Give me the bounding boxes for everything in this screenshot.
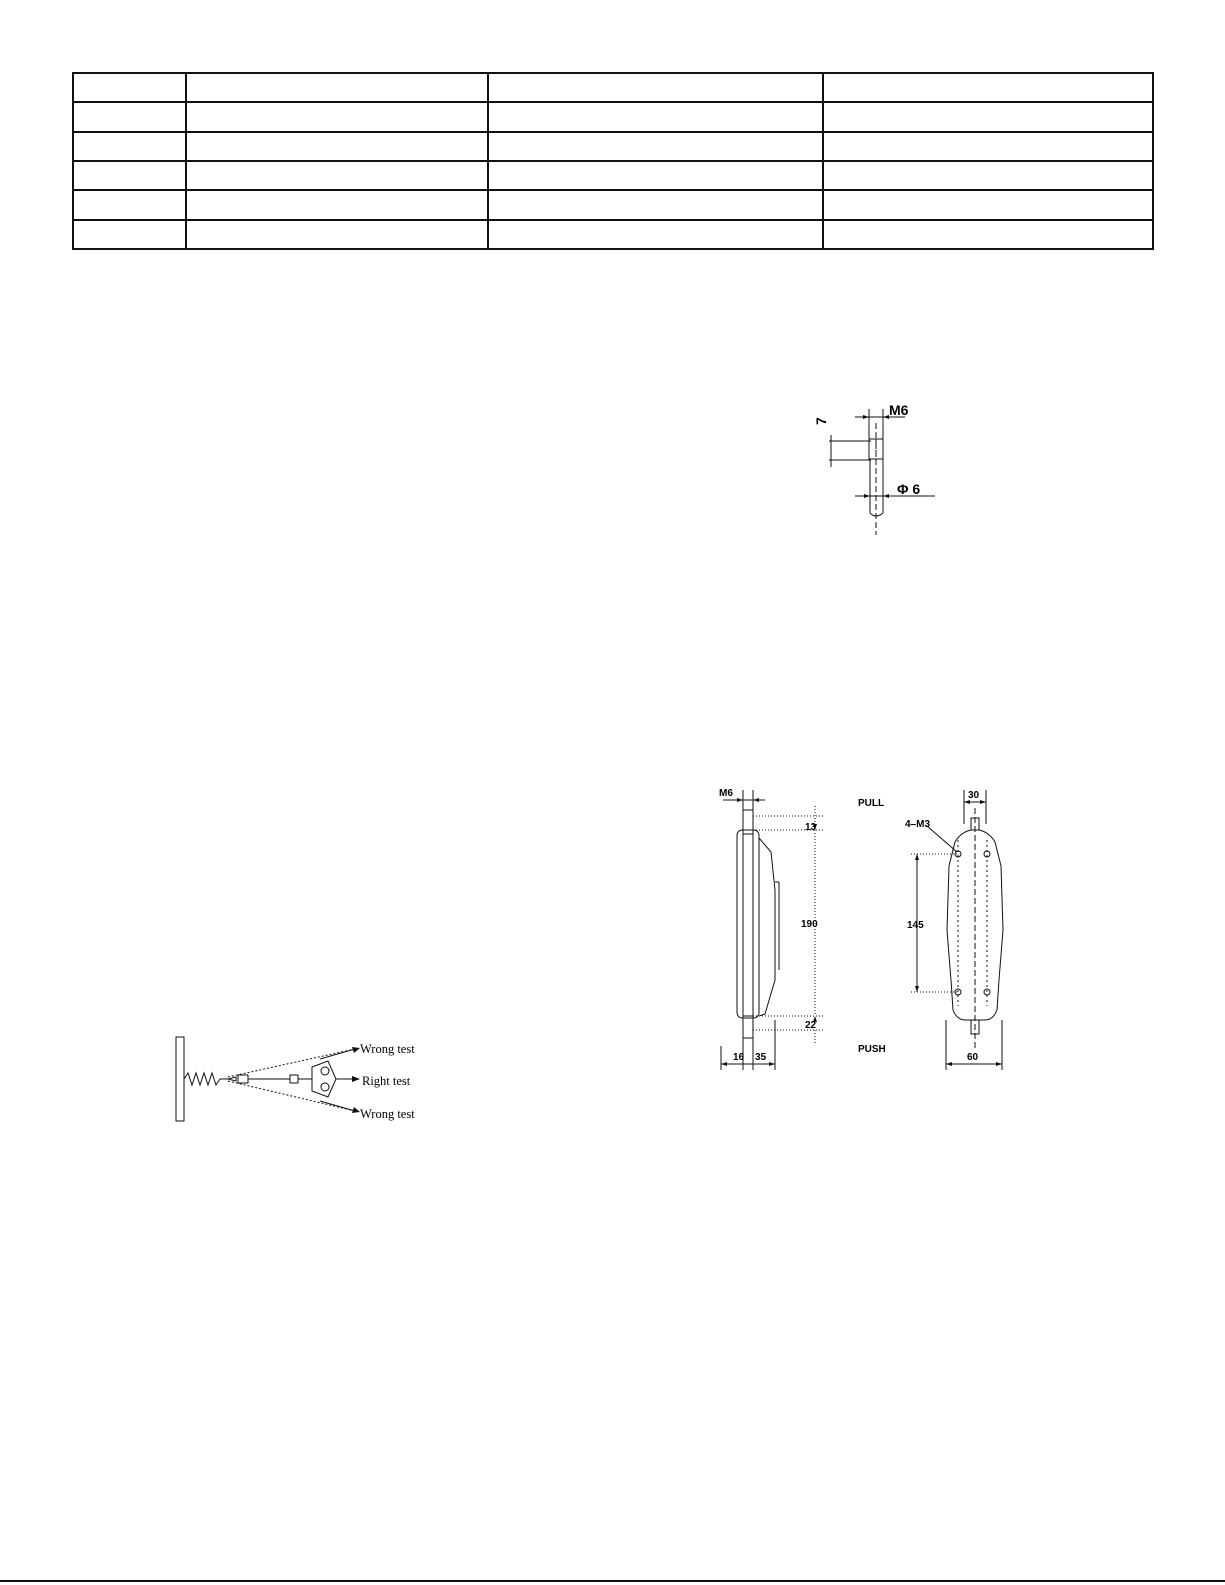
table-cell <box>73 102 186 131</box>
table-row <box>73 161 1153 190</box>
mount-holes-label: 4–M3 <box>905 819 931 830</box>
table-cell <box>823 190 1153 219</box>
table-cell <box>823 161 1153 190</box>
table-cell <box>186 132 488 161</box>
side-thread-label: M6 <box>719 788 733 799</box>
table-cell <box>488 132 823 161</box>
table-cell <box>488 220 823 249</box>
table-cell <box>823 73 1153 102</box>
table-cell <box>488 161 823 190</box>
table-cell <box>186 73 488 102</box>
table-cell <box>73 190 186 219</box>
wrong-test-bottom-label: Wrong test <box>360 1107 415 1121</box>
table-cell <box>186 220 488 249</box>
table-row <box>73 220 1153 249</box>
table-cell <box>186 102 488 131</box>
hole-spacing-label: 145 <box>907 920 924 931</box>
bottom-offset-label: 22 <box>805 1020 817 1031</box>
push-label: PUSH <box>858 1044 886 1055</box>
table-row <box>73 73 1153 102</box>
table-cell <box>488 102 823 131</box>
table-cell <box>823 132 1153 161</box>
table-row <box>73 102 1153 131</box>
body-width-label: 60 <box>967 1052 979 1063</box>
table-cell <box>488 73 823 102</box>
top-offset-label: 13 <box>805 822 817 833</box>
table-cell <box>186 161 488 190</box>
table-row <box>73 190 1153 219</box>
test-direction-diagram <box>170 1035 430 1130</box>
table-row <box>73 132 1153 161</box>
hook-thread-drawing <box>805 395 945 545</box>
spec-table <box>72 72 1154 250</box>
table-cell <box>73 132 186 161</box>
table-cell <box>488 190 823 219</box>
depth-b-label: 35 <box>755 1052 767 1063</box>
right-test-label: Right test <box>362 1074 411 1088</box>
table-cell <box>823 102 1153 131</box>
bottom-rule <box>0 1580 1225 1582</box>
table-cell <box>73 161 186 190</box>
table-cell <box>186 190 488 219</box>
pull-label: PULL <box>858 798 885 809</box>
table-cell <box>823 220 1153 249</box>
diameter-label: Φ 6 <box>897 481 921 497</box>
table-cell <box>73 220 186 249</box>
depth-a-label: 16 <box>733 1052 745 1063</box>
dimension-drawing <box>715 780 1025 1090</box>
length-label: 7 <box>813 417 829 425</box>
wrong-test-top-label: Wrong test <box>360 1042 415 1056</box>
table-cell <box>73 73 186 102</box>
height-label: 190 <box>801 919 818 930</box>
thread-label: M6 <box>889 402 909 418</box>
top-width-label: 30 <box>968 790 980 801</box>
